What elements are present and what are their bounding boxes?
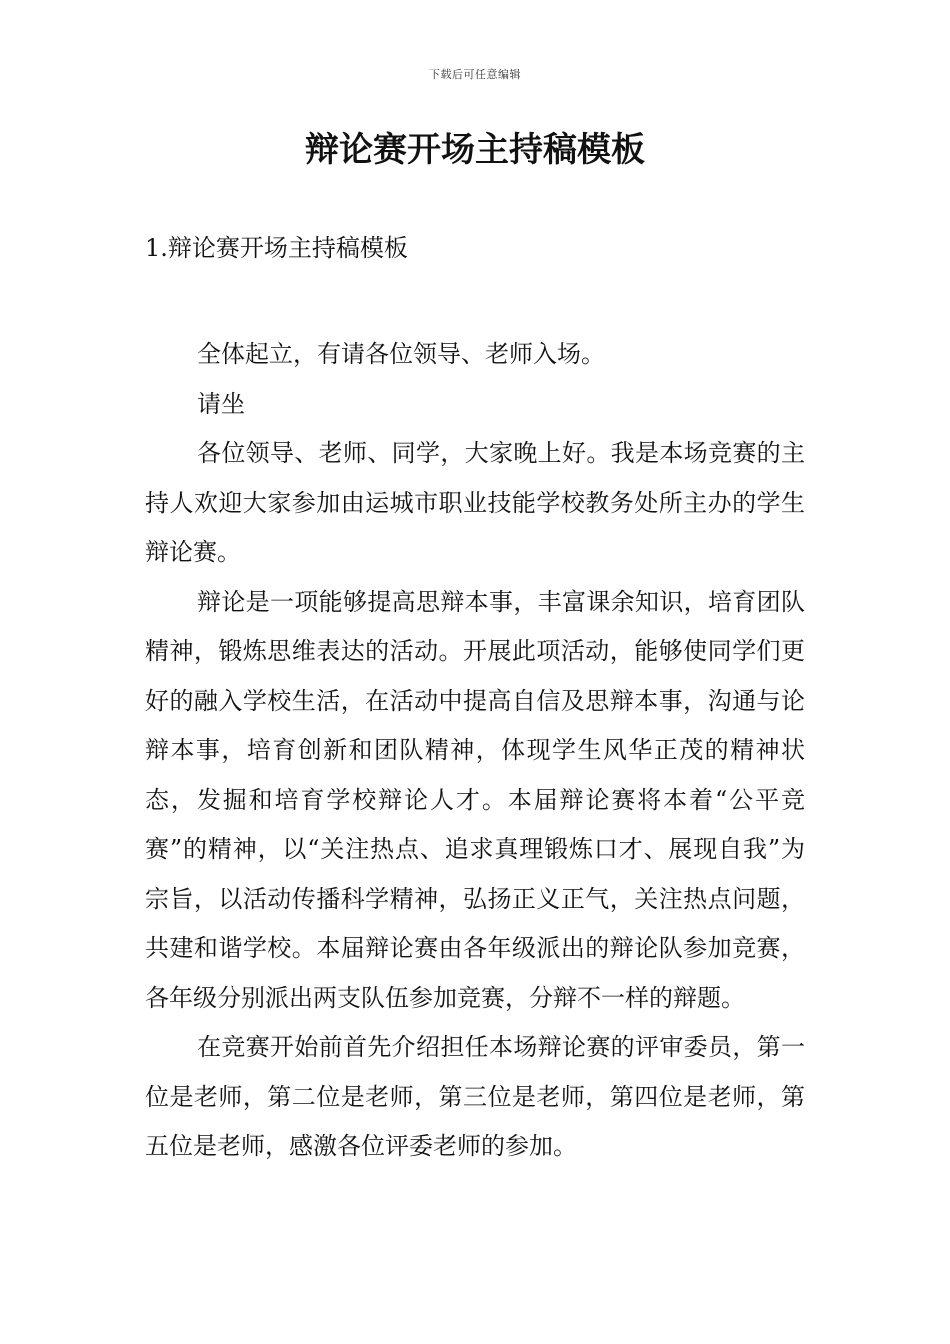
document-body bbox=[145, 330, 805, 1172]
paragraph-3: 各位领导、老师、同学，大家晚上好。我是本场竞赛的主持人欢迎大家参加由运城市职业技能学校教务处所主办的学生辩论赛。 bbox=[145, 439, 805, 566]
header-note: 下载后可任意编辑 bbox=[429, 68, 521, 81]
paragraph-1: 全体起立，有请各位领导、老师入场。 bbox=[197, 340, 605, 368]
section-heading: 1.辩论赛开场主持稿模板 bbox=[145, 234, 408, 262]
document-title: 辩论赛开场主持稿模板 bbox=[305, 130, 645, 170]
paragraph-5: 在竞赛开始前首先介绍担任本场辩论赛的评审委员，第一位是老师，第二位是老师，第三位是老师，第四位是老师，第五位是老师，感激各位评委老师的参加。 bbox=[145, 1033, 805, 1160]
paragraph-4: 辩论是一项能够提高思辩本事，丰富课余知识，培育团队精神，锻炼思维表达的活动。开展此项活动，能够使同学们更好的融入学校生活，在活动中提高自信及思辩本事，沟通与论辩本事，培育创新和团队精神，体现学生风华正茂的精神状态，发掘和培育学校辩论人才。本届辩论赛将本着“公平竞赛”的精神，以“关注热点、追求真理锻炼口才、展现自我”为宗旨，以活动传播科学精神，弘扬正义正气，关注热点问题，共建和谐学校。本届辩论赛由各年级派出的辩论队参加竞赛，各年级分别派出两支队伍参加竞赛，分辩不一样的辩题。 bbox=[145, 587, 805, 1012]
paragraph-2: 请坐 bbox=[197, 389, 245, 418]
